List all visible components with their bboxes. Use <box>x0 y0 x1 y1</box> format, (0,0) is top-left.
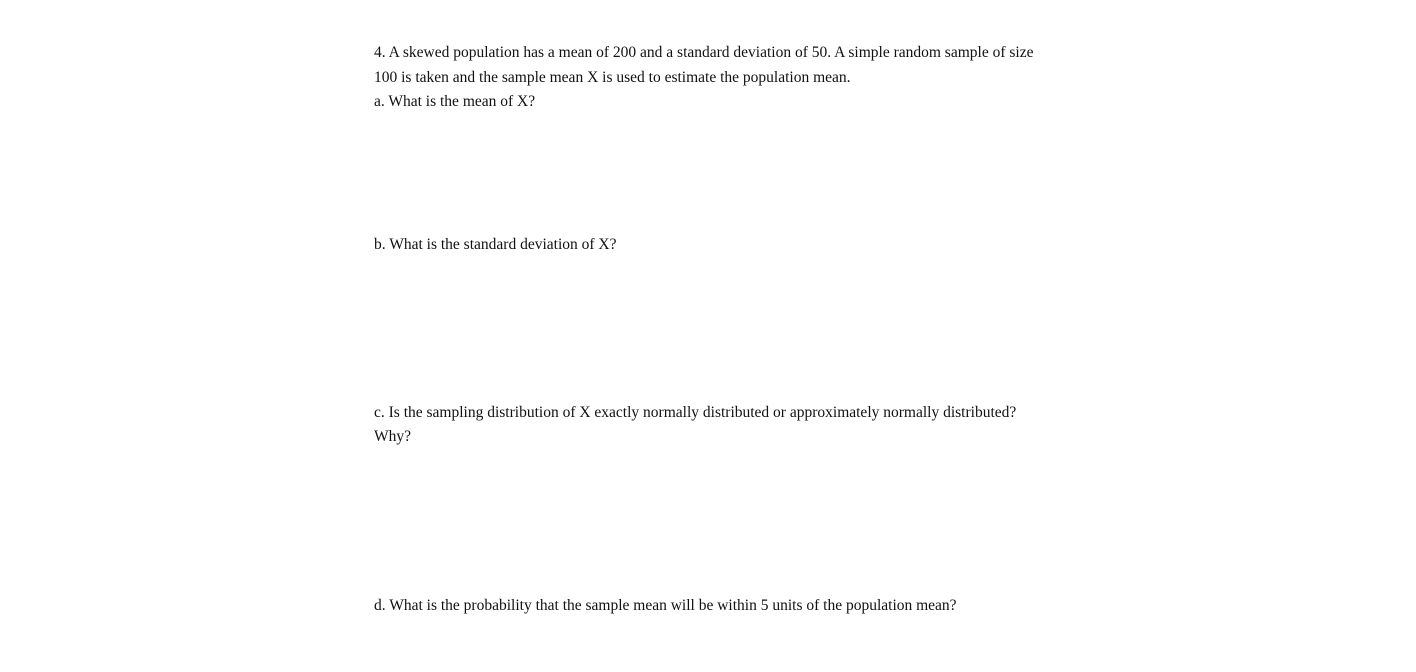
problem-intro-line-2: 100 is taken and the sample mean X is used to estimate the population mean. <box>374 69 851 86</box>
question-c-line-1: c. Is the sampling distribution of X exactly normally distributed or approximately normally distributed? <box>374 404 1017 421</box>
question-a: a. What is the mean of X? <box>374 93 536 110</box>
question-d: d. What is the probability that the sample mean will be within 5 units of the population mean? <box>374 597 957 614</box>
question-b: b. What is the standard deviation of X? <box>374 236 617 253</box>
question-c-line-2: Why? <box>374 428 412 445</box>
problem-intro-line-1: 4. A skewed population has a mean of 200 and a standard deviation of 50. A simple random sample of size <box>374 44 1034 61</box>
